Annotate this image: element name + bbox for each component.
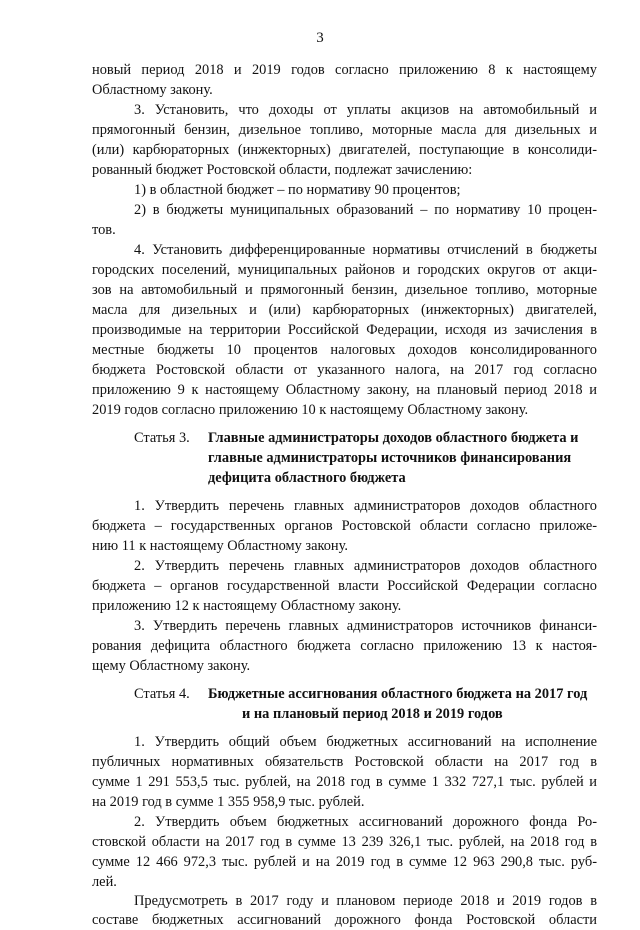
article-title: и на плановый период 2018 и 2019 годов xyxy=(242,706,503,722)
text-line: производимые на территории Российской Федерации, исходя из зачисления в xyxy=(92,322,597,338)
text-line: Предусмотреть в 2017 году и плановом периоде 2018 и 2019 годов в xyxy=(134,893,597,909)
text-line: бюджета Ростовской области от указанного налога, на 2017 год согласно xyxy=(92,362,597,378)
text-line: зов на автомобильный и прямогонный бензин, дизельное топливо, моторные xyxy=(92,282,597,298)
text-line: рования дефицита областного бюджета согласно приложению 13 к настоя- xyxy=(92,638,597,654)
text-line: 2. Утвердить объем бюджетных ассигнований дорожного фонда Ро- xyxy=(134,814,597,830)
text-line: прямогонный бензин, дизельное топливо, моторные масла для дизельных и xyxy=(92,122,597,138)
article-title: дефицита областного бюджета xyxy=(208,470,406,486)
text-line: городских поселений, муниципальных районов и городских округов от акци- xyxy=(92,262,597,278)
text-line: 1. Утвердить перечень главных администраторов доходов областного xyxy=(134,498,597,514)
text-line: рованный бюджет Ростовской области, подлежат зачислению: xyxy=(92,162,473,178)
text-line: лей. xyxy=(92,874,117,890)
page-number: 3 xyxy=(316,30,324,46)
text-line: сумме 12 466 972,3 тыс. рублей и на 2019 год в сумме 12 963 290,8 тыс. руб- xyxy=(92,854,597,870)
text-line: 1. Утвердить общий объем бюджетных ассигнований на исполнение xyxy=(134,734,597,750)
article-label: Статья 3. xyxy=(134,430,190,446)
text-line: приложению 9 к настоящему Областному закону, на плановый период 2018 и xyxy=(92,382,597,398)
text-line: тов. xyxy=(92,222,116,238)
text-line: нию 11 к настоящему Областному закону. xyxy=(92,538,348,554)
text-line: местные бюджеты 10 процентов налоговых доходов консолидированного xyxy=(92,342,597,358)
text-line: составе бюджетных ассигнований дорожного фонда Ростовской области xyxy=(92,912,597,928)
text-line: 2) в бюджеты муниципальных образований – по нормативу 10 процен- xyxy=(134,202,597,218)
text-line: новый период 2018 и 2019 годов согласно приложению 8 к настоящему xyxy=(92,62,597,78)
text-line: 4. Установить дифференцированные нормативы отчислений в бюджеты xyxy=(134,242,597,258)
text-line: публичных нормативных обязательств Ростовской области на 2017 год в xyxy=(92,754,597,770)
text-line: бюджета – органов государственной власти Российской Федерации согласно xyxy=(92,578,597,594)
text-line: щему Областному закону. xyxy=(92,658,251,674)
article-label: Статья 4. xyxy=(134,686,190,702)
text-line: на 2019 год в сумме 1 355 958,9 тыс. рублей. xyxy=(92,794,365,810)
text-line: (или) карбюраторных (инжекторных) двигателей, поступающие в консолиди- xyxy=(92,142,597,158)
text-line: 2. Утвердить перечень главных администраторов доходов областного xyxy=(134,558,597,574)
text-line: 3. Утвердить перечень главных администраторов источников финанси- xyxy=(134,618,597,634)
text-line: сумме 1 291 553,5 тыс. рублей, на 2018 год в сумме 1 332 727,1 тыс. рублей и xyxy=(92,774,597,790)
article-title: главные администраторы источников финансирования xyxy=(208,450,572,466)
article-title: Бюджетные ассигнования областного бюджета на 2017 год xyxy=(208,686,588,702)
article-title: Главные администраторы доходов областного бюджета и xyxy=(208,430,579,446)
text-line: бюджета – государственных органов Ростовской области согласно приложе- xyxy=(92,518,597,534)
text-line: 1) в областной бюджет – по нормативу 90 процентов; xyxy=(134,182,461,198)
text-line: стовской области на 2017 год в сумме 13 239 326,1 тыс. рублей, на 2018 год в xyxy=(92,834,597,850)
text-line: 3. Установить, что доходы от уплаты акцизов на автомобильный и xyxy=(134,102,597,118)
text-line: приложению 12 к настоящему Областному закону. xyxy=(92,598,402,614)
text-line: масла для дизельных и (или) карбюраторных (инжекторных) двигателей, xyxy=(92,302,597,318)
text-line: Областному закону. xyxy=(92,82,213,98)
text-line: 2019 годов согласно приложению 10 к настоящему Областному закону. xyxy=(92,402,529,418)
